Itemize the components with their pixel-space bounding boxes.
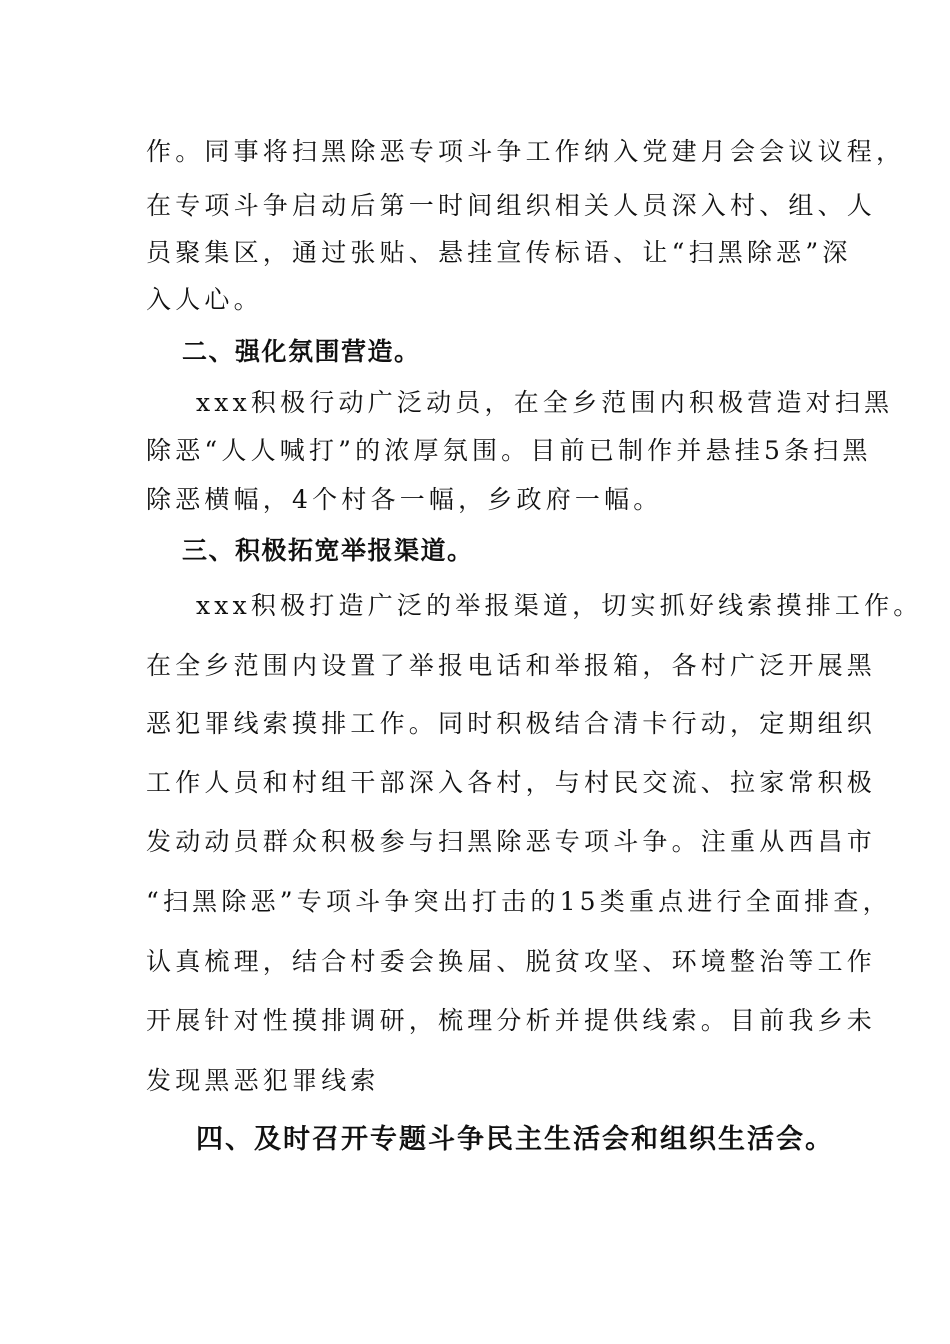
- body-text-line: 发动动员群众积极参与扫黑除恶专项斗争。注重从西昌市: [146, 827, 877, 856]
- body-text-line: 除恶横幅，4个村各一幅，乡政府一幅。: [146, 485, 663, 514]
- body-text-line: 开展针对性摸排调研，梳理分析并提供线索。目前我乡未: [146, 1006, 877, 1035]
- body-text-line: 员聚集区，通过张贴、悬挂宣传标语、让“扫黑除恶”深: [146, 238, 852, 267]
- section-heading: 二、强化氛围营造。: [182, 337, 421, 366]
- body-text-line: “扫黑除恶”专项斗争突出打击的15类重点进行全面排查，: [146, 887, 892, 916]
- body-text-line: xxx积极行动广泛动员，在全乡范围内积极营造对扫黑: [196, 388, 894, 417]
- body-text-line: 在专项斗争启动后第一时间组织相关人员深入村、组、人: [146, 191, 877, 220]
- body-text-line: 发现黑恶犯罪线索: [146, 1066, 380, 1095]
- body-text-line: 认真梳理，结合村委会换届、脱贫攻坚、环境整治等工作: [146, 947, 877, 976]
- section-heading: 四、及时召开专题斗争民主生活会和组织生活会。: [196, 1124, 834, 1155]
- body-text-line: 恶犯罪线索摸排工作。同时积极结合清卡行动，定期组织: [146, 709, 877, 738]
- body-text-line: xxx积极打造广泛的举报渠道，切实抓好线索摸排工作。: [196, 591, 923, 620]
- body-text-line: 工作人员和村组干部深入各村，与村民交流、拉家常积极: [146, 768, 877, 797]
- body-text-line: 在全乡范围内设置了举报电话和举报箱，各村广泛开展黑: [146, 651, 877, 680]
- body-text-line: 作。同事将扫黑除恶专项斗争工作纳入党建月会会议议程，: [146, 137, 906, 166]
- body-text-line: 除恶“人人喊打”的浓厚氛围。目前已制作并悬挂5条扫黑: [146, 436, 872, 465]
- section-heading: 三、积极拓宽举报渠道。: [182, 536, 474, 565]
- body-text-line: 入人心。: [146, 285, 263, 314]
